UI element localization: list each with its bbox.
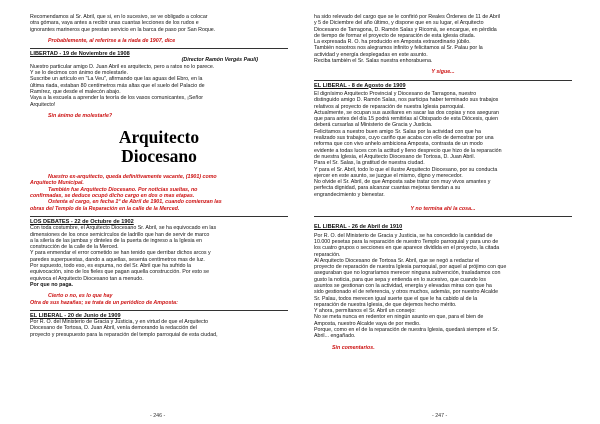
text-line: y 5 de Diciembre del año último, y dispone que en su lugar, el Arquitecto [314, 20, 484, 27]
text-line: La expresada R. O. ha producido en Amposta extraordinario júbilo. [314, 39, 471, 46]
text-line: deberá cursarlas al Ministerio de Gracia y Justicia. [314, 122, 433, 129]
page-number: - 247 - [432, 413, 448, 419]
text-line: reforma que con vivo anhelo ambiciona Amposta, contrasta de un modo [314, 141, 483, 148]
divider [30, 216, 288, 217]
text-line: Por supuesto, todo eso, es espuma, no del Sr. Abril que ha sufrido la [30, 263, 192, 270]
article-body [30, 225, 288, 288]
text-line: Y se lo decimos con ánimo de molestarle. [30, 70, 128, 77]
editorial-comment: Sin comentarios. [332, 344, 375, 351]
article-body [314, 233, 572, 340]
text-line: perfecta dignidad, para alcanzar cuantas mejoras tiendan a su [314, 185, 461, 192]
text-line: Recomendamos al Sr. Abril, que si, en lo sucesivo, se ve obligado a colocar [30, 14, 208, 20]
text-line: gusto la noticia, para que sepa y entienda en lo sucesivo, que cuando los [314, 276, 486, 283]
text-line: Con toda costumbre, el Arquitecto Diocesano Sr. Abril, se ha equivocado en las [30, 225, 217, 232]
text-line: proyecto de reparación de nuestra Iglesia parroquial, por aquel al prójimo con que [314, 264, 507, 271]
text-line: Ramírez, que desde el malecón abajo. [30, 88, 121, 95]
text-line: obras del Templo de la Reparación en la calle de la Merced. [30, 205, 180, 212]
page-number: - 246 - [150, 413, 166, 419]
section-title-line: Diocesano [121, 145, 197, 166]
text-line: Abril... engañado. [314, 333, 356, 340]
text-line: Al Arquitecto Diocesano de Tortosa Sr. Abril, que se negó a redactar el [314, 257, 480, 264]
divider [30, 48, 288, 49]
section-title-line: Arquitecto [118, 127, 200, 148]
text-line: Y para enmendar el error cometido se han tenido que derribar dichos arcos y [30, 250, 211, 257]
article-headline: LIBERTAD - 19 de Noviembre de 1908 [30, 51, 130, 58]
divider [314, 216, 572, 217]
divider [314, 80, 572, 81]
text-line: Arquitecto Municipal. [30, 180, 84, 187]
article-headline: EL LIBERAL - 26 de Abril de 1910 [314, 224, 403, 231]
text-line: No se meta nunca en redentor en ningún asunto en que, para el bien de [314, 314, 484, 321]
text-line: No olvide el Sr. Abril, de que Amposta sabe tratar con muy vivos amantes y [314, 179, 491, 186]
article-body [314, 91, 572, 198]
text-line: aseguraban que no lograríamos merecer ninguna subvención, trasladamos con [314, 270, 501, 277]
text-line: ignorantes marineros que prestan servicio en la barca de paso por San Roque. [30, 26, 216, 33]
text-line: Vaya a la escuela a aprender la teoría de los vasos comunicantes, ¡Señor [30, 95, 204, 102]
text-line: distinguido amigo D. Ramón Salas, nos participa haber terminado sus trabajos [314, 97, 499, 104]
text-line: equivoca el Arquitecto Diocesano tan a menudo. [30, 275, 144, 282]
text-line: También fue Arquitecto Diocesano. Por noticias sueltas, no [48, 186, 198, 193]
text-line: construcción de la calle de la Merced. [30, 244, 119, 251]
article-byline: (Director Ramón Vergés Paulí) [181, 57, 258, 64]
text-line: Arquitecto! [30, 101, 56, 108]
text-line: los cuatro grupos o secciones en que aparece dividida en el proyecto, la citada [314, 245, 500, 252]
article-headline: EL LIBERAL - 8 de Agosto de 1909 [314, 82, 406, 89]
text-line: reparación de nuestra Iglesia, de que dejemos hecho mérito. [314, 301, 457, 308]
text-line: 10.000 pesetas para la reparación de nuestro Templo parroquial y para uno de [314, 238, 499, 245]
text-line: Sr. Palau, todos merecen igual suerte que el que le ha cabido al de la [314, 295, 478, 302]
article-body [30, 319, 288, 338]
text-line: relativos al proyecto de reparación de nuestra Iglesia parroquial. [314, 103, 465, 110]
article-body [30, 64, 288, 108]
text-line: proyecto y presupuesto para la reparación del templo parroquial de esta ciudad, [30, 331, 218, 338]
editorial-note-block [30, 174, 288, 212]
text-line: Diocesano de Tarragona, D. Ramón Salas y Ricomà, se encargue, en pérdida [314, 26, 497, 33]
text-line: Suscribe un artículo en "La Veu", afirmando que las aguas del Ebro, en la [30, 76, 203, 83]
text-line: que para antes del día 15 podrá remitirlas al Obispado de esta Diócesis, quien [314, 116, 499, 123]
text-line: reparación. [314, 251, 341, 258]
text-line: Nuestro particular amigo D. Juan Abril es arquitecto, pero a ratos no lo parece. [30, 63, 215, 70]
text-line: Nuestro ex-arquitecto, queda definitivamente vacante, (1901) como [48, 174, 217, 181]
text-line: otra gómara, vaya antes a recibir unas cuantas lecciones de los rudos e [30, 20, 199, 27]
editorial-comment: Sin ánimo de molestarle? [48, 112, 113, 119]
text-line: También nosotros nos alegramos infinito y felicitamos al Sr. Palau por la [314, 45, 483, 52]
text-line: Amposta, nuestro Alcalde vaya de por medio. [314, 320, 421, 327]
text-line: engrandecimiento y bienestar. [314, 191, 385, 198]
text-line: paredes superpuestas, dando a aquellas, sesenta centímetros mas de luz. [30, 256, 205, 263]
text-line: evidente a todas luces con la actitud y lleno desprecio que hizo de la reparación [314, 147, 502, 154]
divider [30, 310, 288, 311]
text-line: equivocación, sino de los fieles que pagan aquella construcción. Por esto se [30, 269, 210, 276]
text-line: Felicitamos a nuestro buen amigo Sr. Salas por la actividad con que ha [314, 128, 481, 135]
text-line: El dignísimo Arquitecto Provincial y Diocesano de Tarragona, nuestro [314, 90, 477, 97]
text-line: Diocesano de Tortosa, D. Juan Abril, venía demorando la redacción del [30, 325, 197, 332]
text-line: asuntos se gestionan con la actividad, energía y elevadas miras con que ha [314, 282, 492, 289]
text-line: Reciba también el Sr. Salas nuestra enhorabuena. [314, 58, 433, 65]
left-page-column [30, 14, 288, 338]
text-line: Por R. O. del Ministerio de Gracia y Justicia, se ha concedido la cantidad de [314, 232, 493, 239]
section-title [30, 128, 288, 165]
editorial-comment: Probablemente, al referirse a la riada de 1907, dice [48, 37, 176, 44]
article-headline: EL LIBERAL - 20 de Junio de 1909 [30, 312, 121, 319]
text-line: sido gestionado el de referencia, y otros muchos, además, por nuestro Alcalde [314, 289, 499, 296]
article-headline: LOS DEBATES - 22 de Octubre de 1902 [30, 218, 134, 225]
text-line: confirmadas, se deduce ocupó dicho cargo en dos o mas etapas. [30, 193, 195, 200]
text-line: Actualmente, se ocupan sus auxiliares en sacar las dos copias y nos aseguran [314, 109, 499, 116]
text-line: Y para el Sr. Abril, todo lo que el ilustre Arquitecto Diocesano, por su conducta [314, 166, 498, 173]
editorial-comment: Otra de sus hazañas; se trata de un periódico de Amposta: [30, 299, 178, 306]
text-line: de tiempo de formar el proyecto de reparación de esta iglesia citada. [314, 32, 476, 39]
editorial-comment: Y sigue... [431, 69, 455, 76]
text-line: Y ahora, permítanos el Sr. Abril un consejo: [314, 308, 416, 315]
right-page-column [314, 14, 572, 351]
text-line: ejercer en este asunto, se juzgue el mismo, digno y merecedor. [314, 172, 463, 179]
text-line: Ostenta el cargo, en fecha 1º de Abril de 1901, cuando comienzan las [48, 199, 222, 206]
editorial-comment: Cierto o no, es lo que hay [48, 293, 113, 300]
text-line: de nuestra Iglesia, el Arquitecto Diocesano de Tortosa, D. Juan Abril. [314, 153, 475, 160]
text-line: a la silería de las jambas y dinteles de la puerta de ingreso a la Iglesia en [30, 237, 202, 244]
text-line: ha sido relevado del cargo que se le confirió por Reales Órdenes de 11 de Abril [314, 14, 500, 20]
text-line: última riada, estaban 80 centímetros más altas que el suelo del Palacio de [30, 82, 205, 89]
editorial-comment: Y no termina ahí la cosa... [410, 206, 476, 213]
text-line: Porque, como en el de la reparación de nuestra Iglesia, quedará siempre el Sr. [314, 327, 499, 334]
text-line: actividad y energía desplegadas en este asunto. [314, 51, 428, 58]
article-continuation [314, 14, 572, 64]
text-line: dimensiones de los once semicírculos de ladrillo que han de servir de marco [30, 231, 210, 238]
text-line: Por que no paga. [30, 281, 73, 288]
intro-paragraph [30, 14, 288, 33]
text-line: Para el Sr. Salas, la gratitud de nuestra ciudad. [314, 160, 425, 167]
text-line: realizado sus trabajos, cuyo cariño que acaba con ello de demostrar por una [314, 135, 494, 142]
text-line: Por R. O. del Ministerio de Gracia y Justicia, y en virtud de que el Arquitecto [30, 319, 209, 326]
